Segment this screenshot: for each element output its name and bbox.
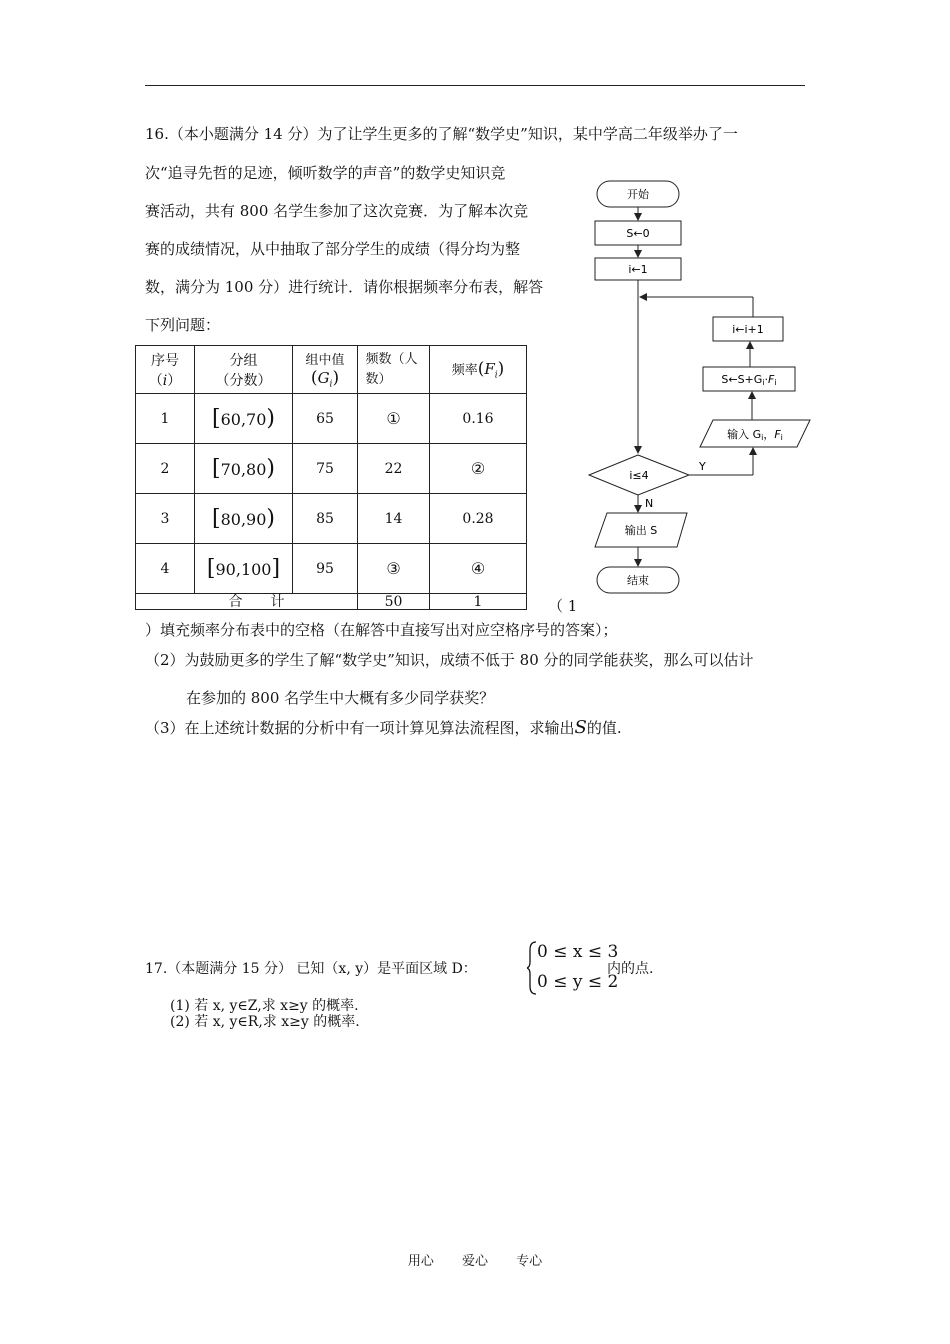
header-mid: 组中值 $(G_i)$ [293,346,358,394]
row3-mid: 85 [293,494,358,544]
var-s: S [574,717,587,738]
row2-mid: 75 [293,444,358,494]
header-no: 序号 （i） [136,346,195,394]
header-count [358,346,430,394]
init-i-label: i←1 [628,263,648,276]
row4-mid: 95 [293,544,358,594]
header-group-sub: （分数） [215,372,272,389]
header-group [195,346,293,394]
row2-group: [70,80) [195,444,293,494]
q16-line-6: 下列问题： [145,316,221,334]
row2-count: 22 [358,444,430,494]
row3-no: 3 [136,494,195,544]
q16-line-1: 16.（本小题满分 14 分）为了让学生更多的了解“数学史”知识，某中学高二年级举办了一 [145,125,738,143]
no-label: N [645,497,654,510]
end-label: 结束 [627,574,649,587]
header-freq-label: 频率 [451,362,478,378]
row1-no: 1 [136,394,195,444]
table-row [136,444,527,494]
q16-line-5: 数，满分为 100 分）进行统计．请你根据频率分布表，解答 [145,278,544,296]
row1-mid: 65 [293,394,358,444]
table-row [136,494,527,544]
q16-line-4: 赛的成绩情况，从中抽取了部分学生的成绩（得分均为整 [145,240,521,258]
table-total-row [136,594,527,610]
q17-sub1: (1) 若 x, y∈Z,求 x≥y 的概率. [170,998,359,1014]
row4-group: [90,100] [195,544,293,594]
header-count-label: 频数（人数） [365,351,418,387]
output-label: 输出 S [624,524,658,537]
page-footer: 用心 爱心 专心 [407,1254,543,1269]
input-label: 输入 Gi，Fi [727,428,783,442]
condition-label: i≤4 [629,469,649,482]
total-freq: 1 [430,594,527,610]
total-label: 合 计 [136,594,293,610]
q16-sub3: （3）在上述统计数据的分析中有一项计算见算法流程图，求输出S的值. [145,717,622,738]
q17-line: 17.（本题满分 15 分） 已知（x, y）是平面区域 D： [145,961,477,977]
header-mid-var: G [317,369,330,388]
q17-ineq-1: 0 ≤ x ≤ 3 [537,942,619,962]
q17-sub2: (2) 若 x, y∈R,求 x≥y 的概率. [170,1014,360,1030]
q16-sub2-line1: （2）为鼓励更多的学生了解“数学史”知识，成绩不低于 80 分的同学能获奖，那么可以估计 [145,651,754,669]
table-row [136,394,527,444]
q17-after: 内的点. [607,961,654,977]
row1-count: ① [358,394,430,444]
q16-line-2: 次“追寻先哲的足迹，倾听数学的声音”的数学史知识竞 [145,164,506,182]
update-s-label: S←S+Gi·Fi [721,373,777,387]
inc-i-label: i←i+1 [732,323,764,336]
table-header-row [136,346,527,394]
row1-freq: 0.16 [430,394,527,444]
row2-no: 2 [136,444,195,494]
row4-count: ③ [358,544,430,594]
row4-no: 4 [136,544,195,594]
row4-freq: ④ [430,544,527,594]
init-s-label: S←0 [626,227,650,240]
row3-freq: 0.28 [430,494,527,544]
q16-line-3: 赛活动，共有 800 名学生参加了这次竞赛．为了解本次竞 [145,202,529,220]
header-freq: 频率$(F_i)$ [430,346,527,394]
row3-count: 14 [358,494,430,544]
start-label: 开始 [627,188,649,201]
q16-sub1: ）填充频率分布表中的空格（在解答中直接写出对应空格序号的答案）； [145,621,618,639]
row2-freq: ② [430,444,527,494]
header-no-label: 序号 [151,352,179,369]
frequency-table [135,345,527,610]
sub1-prefix: （ 1 [548,597,578,615]
q17-ineq-2: 0 ≤ y ≤ 2 [537,972,619,992]
header-rule [145,85,805,86]
header-group-label: 分组 [229,352,258,369]
q16-sub2-line2: 在参加的 800 名学生中大概有多少同学获奖？ [186,689,495,707]
total-count: 50 [358,594,430,610]
yes-label: Y [699,460,706,473]
header-freq-var: F [484,359,495,378]
header-no-var: i [162,372,168,389]
algorithm-flowchart [585,175,815,605]
row1-group: [60,70) [195,394,293,444]
table-row [136,544,527,594]
header-mid-label: 组中值 [305,353,345,369]
row3-group: [80,90) [195,494,293,544]
